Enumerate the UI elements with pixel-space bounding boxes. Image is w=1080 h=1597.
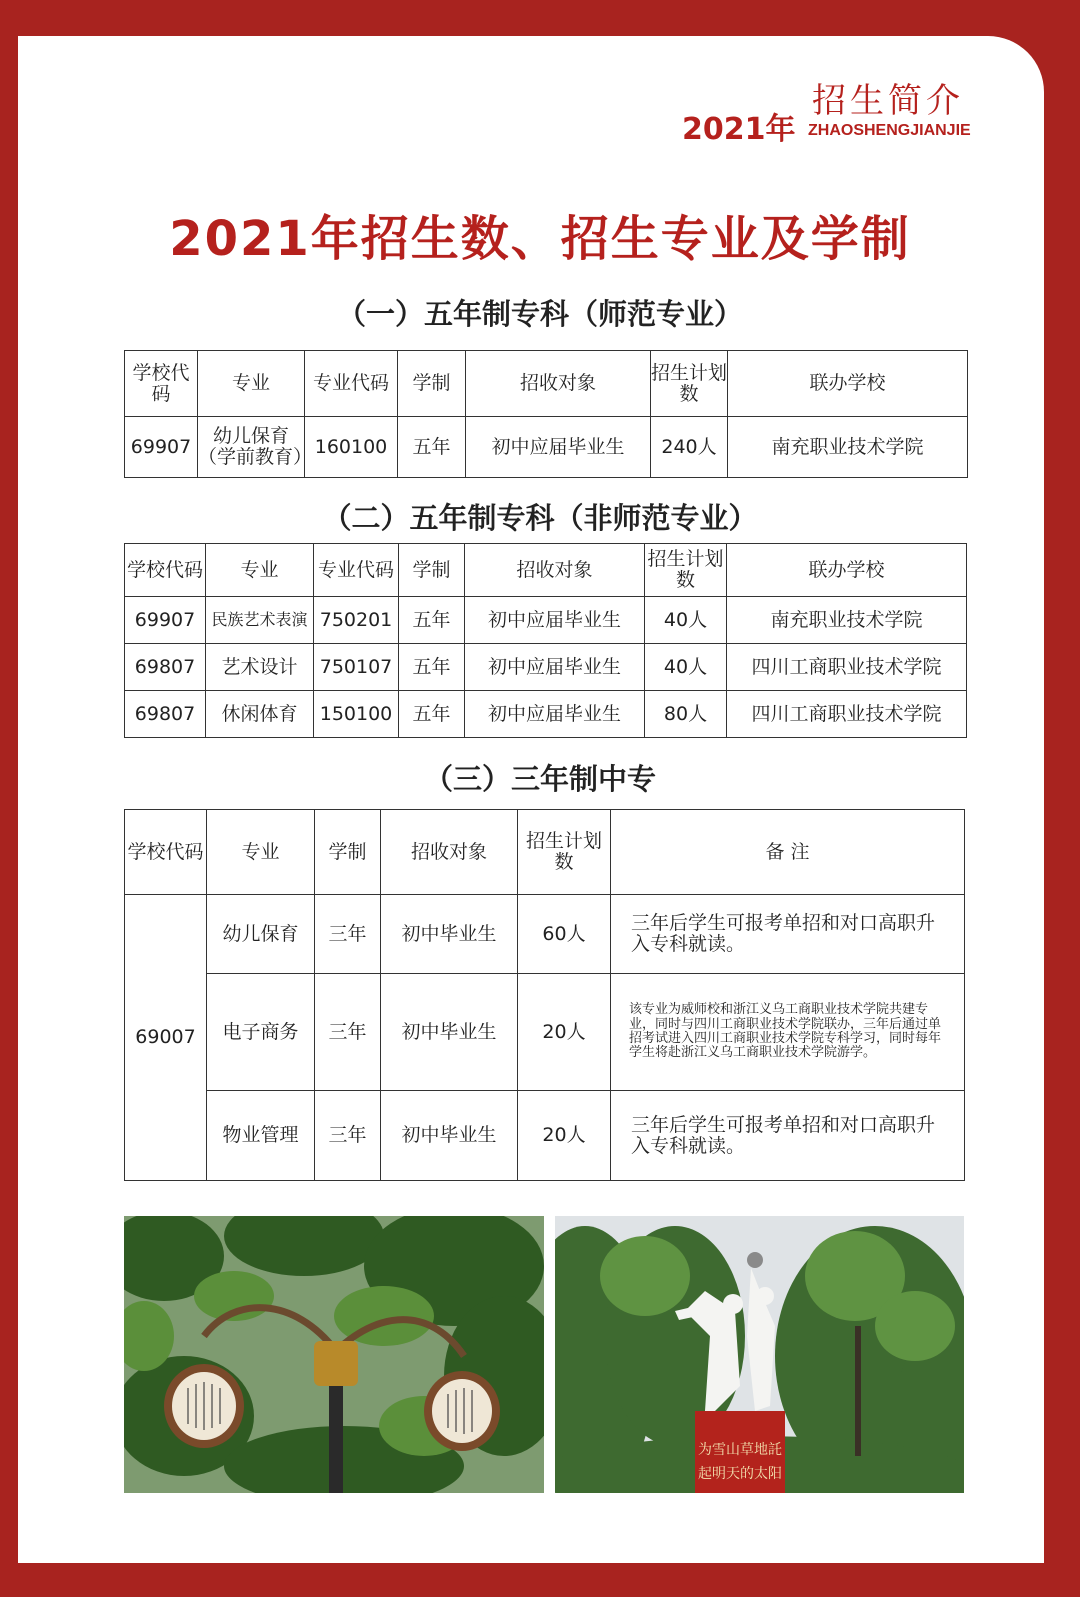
header-cell: 专业代码 [314,544,399,597]
cell: 南充职业技术学院 [727,597,967,644]
header-cell: 招收对象 [381,810,518,895]
cell: 电子商务 [207,974,315,1091]
header-cell: 专业 [206,544,314,597]
school-code-cell: 69007 [125,895,207,1181]
statue-inscription-2: 起明天的太阳 [698,1466,782,1482]
header-cell: 招收对象 [465,544,645,597]
cell: 初中毕业生 [381,895,518,974]
header-cell: 学制 [315,810,381,895]
header-cell: 联办学校 [728,351,968,417]
header-cell: 专业 [207,810,315,895]
note-cell: 三年后学生可报考单招和对口高职升入专科就读。 [611,895,965,974]
table-row [125,644,967,691]
cell: 五年 [399,597,465,644]
header-cell: 招生计划数 [518,810,611,895]
header-cell: 招生计划数 [651,351,728,417]
table-row [125,895,965,974]
cell: 初中应届毕业生 [466,417,651,478]
cell: 240人 [651,417,728,478]
header-title: 招生简介 [812,81,964,121]
cell: 初中毕业生 [381,974,518,1091]
header-cell: 学制 [398,351,466,417]
table-row [125,691,967,738]
cell: 20人 [518,974,611,1091]
header-cell: 学制 [399,544,465,597]
cell: 150100 [314,691,399,738]
cell: 80人 [645,691,727,738]
table-header-row [125,351,968,417]
cell: 750107 [314,644,399,691]
statue-photo [555,1216,964,1493]
cell: 160100 [305,417,398,478]
cell: 三年 [315,895,381,974]
cell: 69807 [125,644,206,691]
cell: 三年 [315,974,381,1091]
section1-table [124,350,968,478]
cell: 初中应届毕业生 [465,644,645,691]
header-cell: 招生计划数 [645,544,727,597]
cell: 初中毕业生 [381,1091,518,1181]
header-cell: 备 注 [611,810,965,895]
cell: 民族艺术表演 [206,597,314,644]
cell: 幼儿保育 [207,895,315,974]
cell: 五年 [399,644,465,691]
table-row [125,1091,965,1181]
note-cell: 该专业为威师校和浙江义乌工商职业技术学院共建专业，同时与四川工商职业技术学院联办，三年后通过单招考试进入四川工商职业技术学院专科学习，同时每年学生将赴浙江义乌工商职业技术学院游学。 [611,974,965,1091]
table-header-row [125,810,965,895]
cell: 69907 [125,417,198,478]
cell: 60人 [518,895,611,974]
section3-table [124,809,965,1181]
cell: 40人 [645,644,727,691]
section3-title: （三）三年制中专 [423,762,656,796]
cell: 四川工商职业技术学院 [727,691,967,738]
statue-inscription-1: 为雪山草地託 [698,1442,782,1458]
cell: 休闲体育 [206,691,314,738]
header-cell: 专业 [198,351,305,417]
section2-table [124,543,967,738]
cell: 幼儿保育（学前教育） [198,417,305,478]
watermark [700,1532,984,1564]
table-row [125,417,968,478]
cell: 初中应届毕业生 [465,691,645,738]
table-row [125,597,967,644]
cell: 艺术设计 [206,644,314,691]
header-pinyin: ZHAOSHENGJIANJIE [808,122,971,139]
cell: 南充职业技术学院 [728,417,968,478]
cell: 三年 [315,1091,381,1181]
header-cell: 联办学校 [727,544,967,597]
watermark-text: 四川省威州民族师范学校 [742,1537,985,1563]
lamp-post-photo [124,1216,544,1493]
header-cell: 专业代码 [305,351,398,417]
header-year: 2021年 [682,112,796,147]
cell: 四川工商职业技术学院 [727,644,967,691]
cell: 初中应届毕业生 [465,597,645,644]
section1-title: （一）五年制专科（师范专业） [336,297,743,331]
cell: 69807 [125,691,206,738]
main-title: 2021年招生数、招生专业及学制 [169,211,911,267]
cell: 20人 [518,1091,611,1181]
section2-title: （二）五年制专科（非师范专业） [322,501,758,535]
header-cell: 学校代码 [125,544,206,597]
table-header-row [125,544,967,597]
table-row [125,974,965,1091]
header-cell: 招收对象 [466,351,651,417]
cell: 五年 [398,417,466,478]
wechat-icon [700,1532,734,1564]
header-cell: 学校代码 [125,810,207,895]
note-cell: 三年后学生可报考单招和对口高职升入专科就读。 [611,1091,965,1181]
cell: 物业管理 [207,1091,315,1181]
cell: 五年 [399,691,465,738]
cell: 40人 [645,597,727,644]
cell: 750201 [314,597,399,644]
cell: 69907 [125,597,206,644]
header-cell: 学校代码 [125,351,198,417]
